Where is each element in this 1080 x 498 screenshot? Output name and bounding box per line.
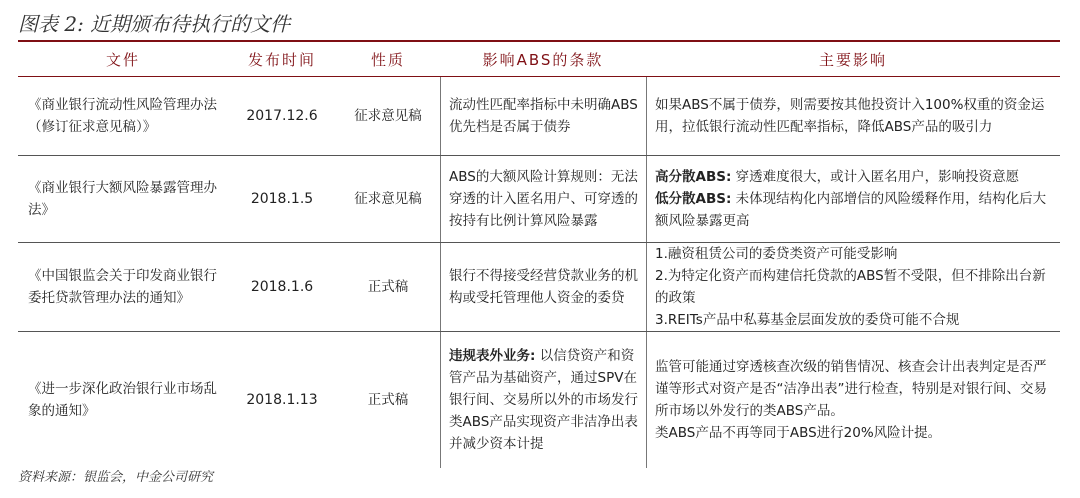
row-date: 2018.1.5 <box>250 191 314 207</box>
row-impact <box>646 156 1060 242</box>
header-nature: 性质 <box>370 50 405 69</box>
row-clause: 银行不得接受经营贷款业务的机构或受托管理他人资金的委贷 <box>440 243 646 331</box>
impact-key: 高分散ABS: <box>655 169 732 185</box>
impact-line: 1.融资租赁公司的委贷类资产可能受影响 <box>655 246 898 262</box>
clause-body: 以信贷资产和资管产品为基础资产，通过SPV在银行间、交易所以外的市场发行类ABS产品实现资产非洁净出表并减少资本计提 <box>449 348 638 452</box>
row-clause: ABS的大额风险计算规则：无法穿透的计入匿名用户、可穿透的按持有比例计算风险暴露 <box>440 156 646 242</box>
table-row <box>18 332 1060 468</box>
row-impact <box>646 332 1060 468</box>
row-date: 2017.12.6 <box>246 108 318 124</box>
row-file: 《商业银行流动性风险管理办法（修订征求意见稿）》 <box>28 97 217 135</box>
impact-line <box>655 166 1019 188</box>
table-row <box>18 156 1060 243</box>
row-nature: 正式稿 <box>367 392 409 408</box>
impact-key: 低分散ABS: <box>655 191 732 207</box>
header-date: 发布时间 <box>247 50 316 69</box>
row-impact <box>646 243 1060 331</box>
impact-line: 监管可能通过穿透核查次级的销售情况、核查会计出表判定是否严谨等形式对资产是否“洁净出表”进行检查，特别是对银行间、交易所市场以外发行的类ABS产品。 <box>655 359 1047 419</box>
impact-line <box>655 188 1054 232</box>
impact-text: 未体现结构化内部增信的风险缓释作用，结构化后大额风险暴露更高 <box>655 191 1047 229</box>
header-file: 文件 <box>105 50 140 69</box>
row-file: 《进一步深化政治银行业市场乱象的通知》 <box>28 381 217 419</box>
row-clause <box>440 332 646 468</box>
row-impact <box>646 77 1060 155</box>
impact-line: 如果ABS不属于债券，则需要按其他投资计入100%权重的资金运用，拉低银行流动性匹配率指标，降低ABS产品的吸引力 <box>655 97 1045 135</box>
row-file: 《商业银行大额风险暴露管理办法》 <box>28 180 217 218</box>
clause-key: 违规表外业务: <box>449 348 536 364</box>
source-note: 资料来源：银监会，中金公司研究 <box>18 470 214 485</box>
impact-line: 2.为特定化资产而构建信托贷款的ABS暂不受限，但不排除出台新的政策 <box>655 268 1046 306</box>
table-header <box>18 42 1060 77</box>
header-clause: 影响ABS的条款 <box>482 50 604 69</box>
row-file: 《中国银监会关于印发商业银行委托贷款管理办法的通知》 <box>28 268 217 306</box>
clause-text <box>449 345 640 455</box>
impact-line: 3.REITs产品中私募基金层面发放的委贷可能不合规 <box>655 312 960 328</box>
impact-line: 类ABS产品不再等同于ABS进行20%风险计提。 <box>655 425 942 441</box>
header-impact: 主要影响 <box>818 50 887 69</box>
row-date: 2018.1.6 <box>250 279 314 295</box>
row-date: 2018.1.13 <box>246 392 318 408</box>
row-nature: 征求意见稿 <box>354 191 422 207</box>
row-nature: 征求意见稿 <box>354 108 422 124</box>
table-row <box>18 77 1060 156</box>
row-clause: 流动性匹配率指标中未明确ABS优先档是否属于债券 <box>440 77 646 155</box>
policy-table <box>18 40 1060 468</box>
impact-text: 穿透难度很大，或计入匿名用户，影响投资意愿 <box>735 169 1020 185</box>
row-nature: 正式稿 <box>367 279 409 295</box>
table-row <box>18 243 1060 332</box>
figure-title: 图表 2: 近期颁布待执行的文件 <box>18 12 291 36</box>
